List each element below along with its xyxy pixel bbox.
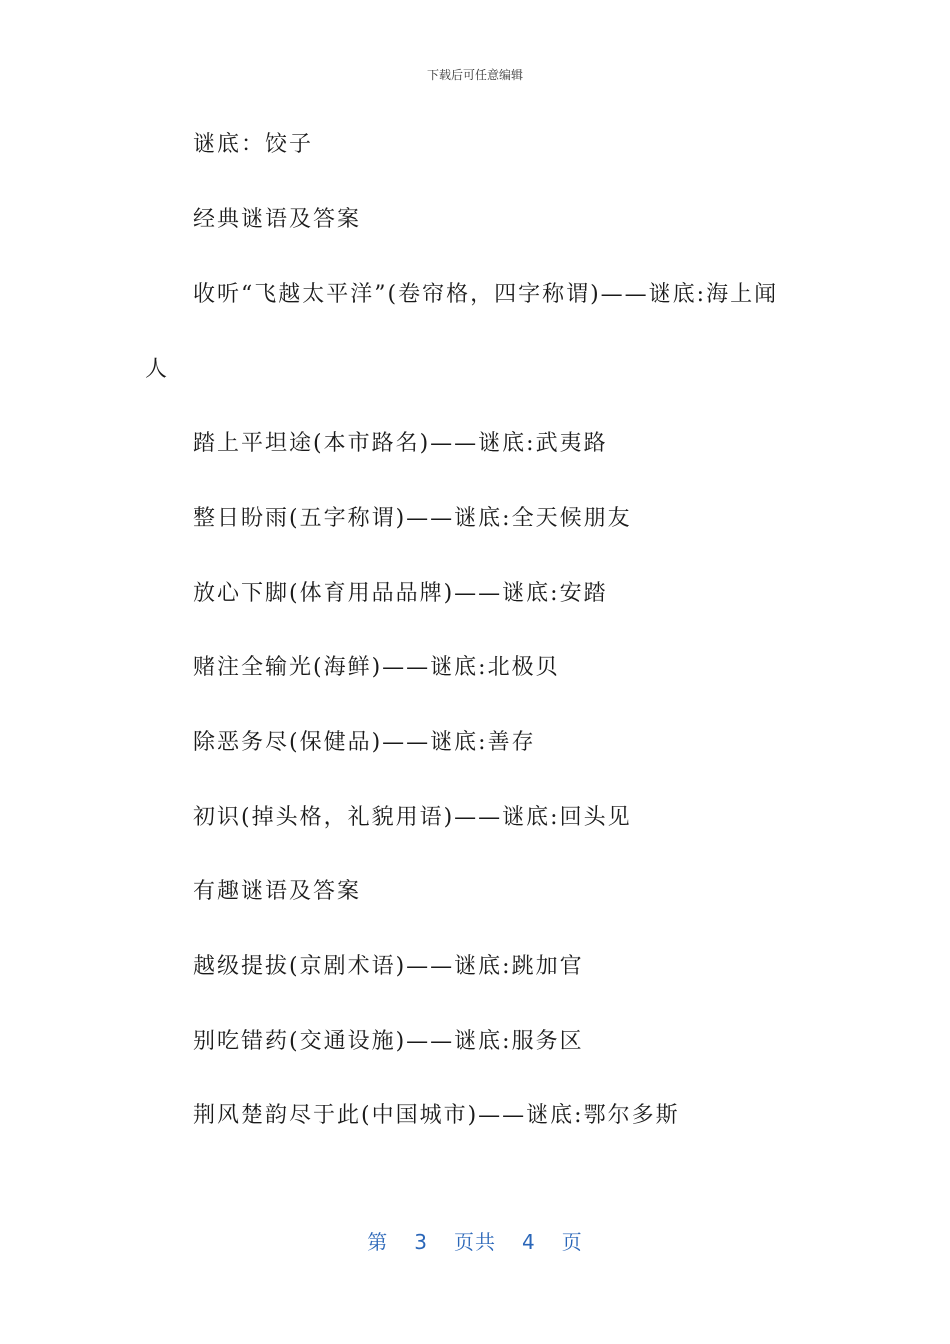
footer-suffix: 页: [561, 1230, 583, 1254]
section-heading-fun-riddles: 有趣谜语及答案: [193, 879, 362, 904]
riddle-line: 收听“飞越太平洋”(卷帘格，四字称谓)——谜底:海上闻: [193, 282, 779, 307]
riddle-line: 整日盼雨(五字称谓)——谜底:全天候朋友: [193, 506, 632, 531]
text-line-answer-dumpling: 谜底：饺子: [193, 132, 314, 157]
footer-current-page: 3: [414, 1230, 428, 1254]
riddle-line: 荆风楚韵尽于此(中国城市)——谜底:鄂尔多斯: [193, 1103, 680, 1128]
riddle-line: 除恶务尽(保健品)——谜底:善存: [193, 730, 536, 755]
riddle-line: 赌注全输光(海鲜)——谜底:北极贝: [193, 655, 560, 680]
riddle-line-continuation: 人: [145, 357, 170, 382]
riddle-line: 越级提拔(京剧术语)——谜底:跳加官: [193, 954, 584, 979]
header-text: 下载后可任意编辑: [426, 68, 523, 82]
footer-middle: 页共: [454, 1230, 496, 1254]
riddle-line: 放心下脚(体育用品品牌)——谜底:安踏: [193, 581, 608, 606]
section-heading-classic-riddles: 经典谜语及答案: [193, 207, 362, 232]
footer-prefix: 第: [367, 1230, 389, 1254]
page-footer: [0, 1226, 950, 1255]
riddle-line: 踏上平坦途(本市路名)——谜底:武夷路: [193, 431, 608, 456]
footer-total-pages: 4: [522, 1230, 536, 1254]
riddle-line: 别吃错药(交通设施)——谜底:服务区: [193, 1029, 584, 1054]
page-header: [0, 66, 950, 83]
riddle-line: 初识(掉头格，礼貌用语)——谜底:回头见: [193, 805, 632, 830]
